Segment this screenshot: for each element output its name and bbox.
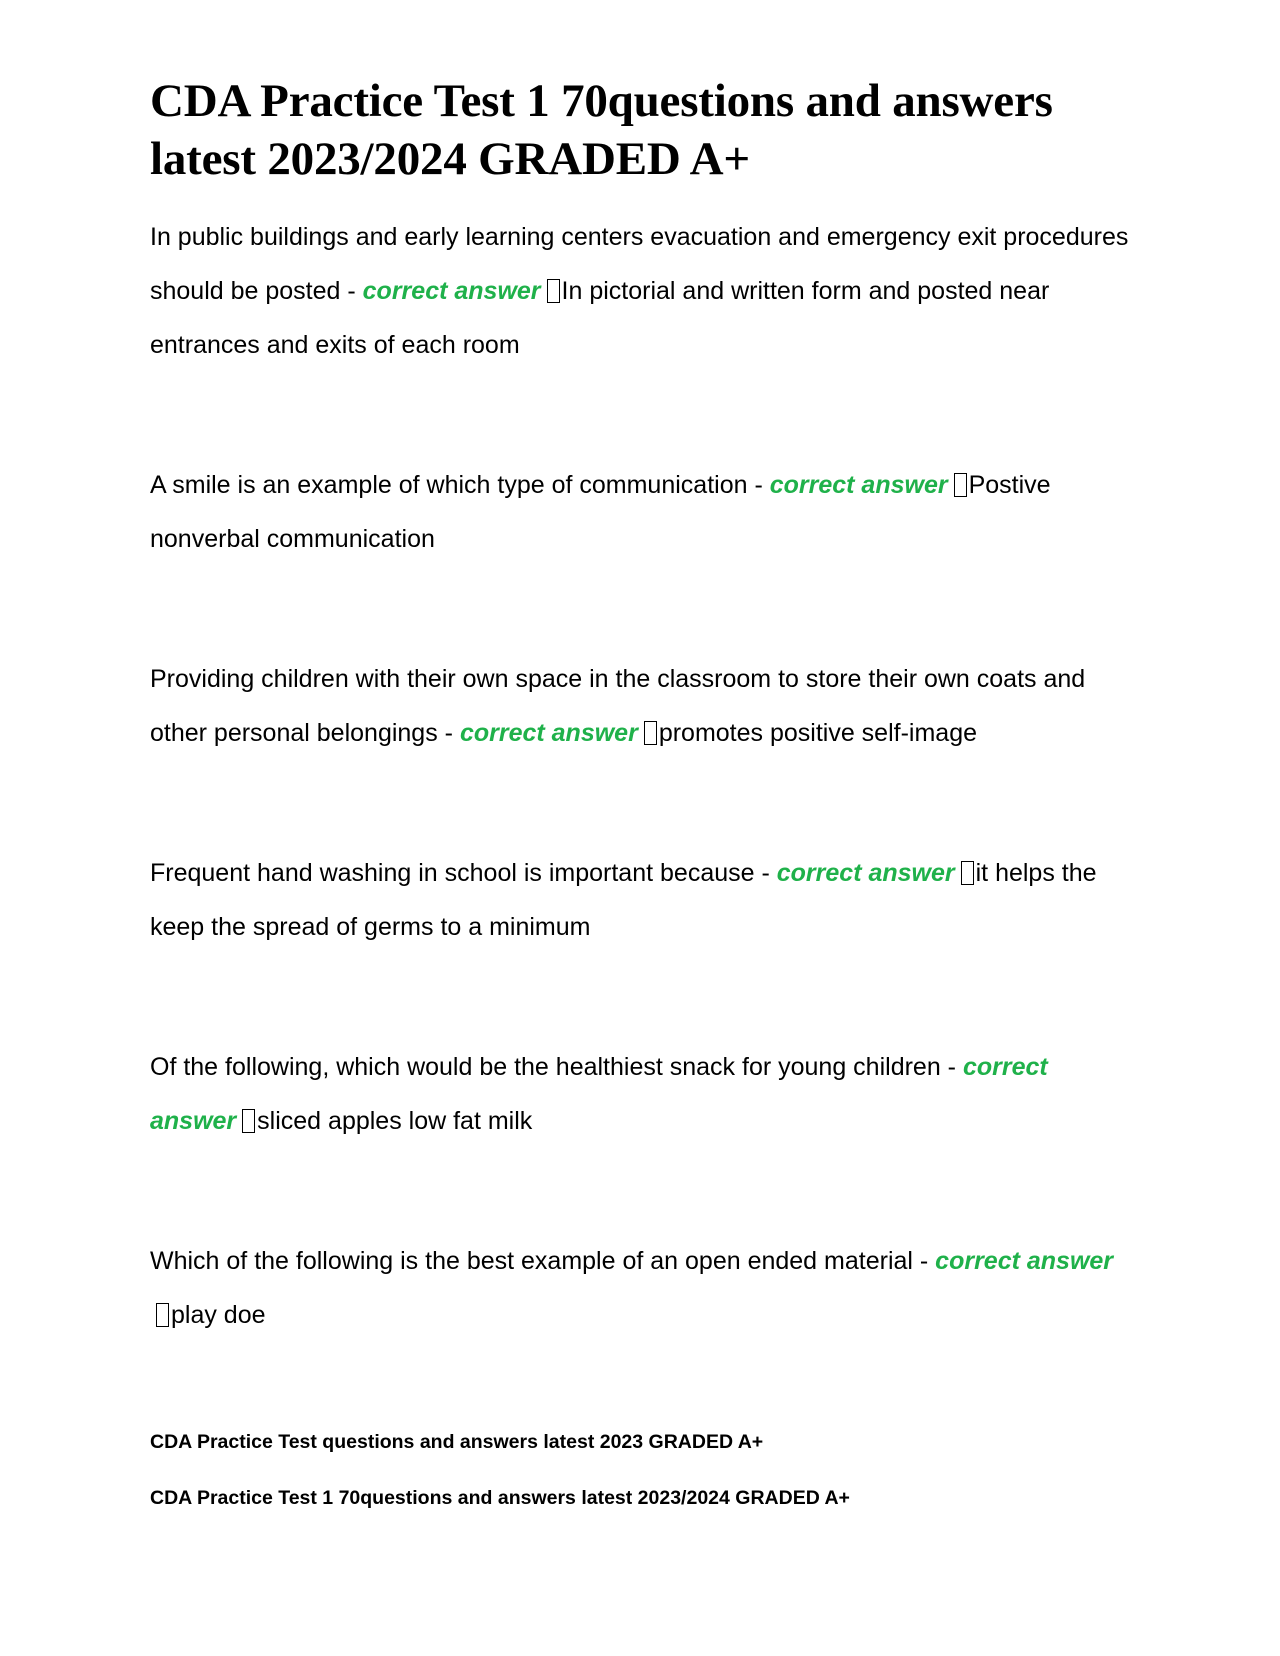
missing-glyph-icon [547, 279, 560, 303]
missing-glyph-icon [961, 861, 974, 885]
missing-glyph-icon [954, 473, 967, 497]
qa-item [150, 1040, 1130, 1148]
answer-text: Postive nonverbal communication [150, 471, 1051, 553]
document-page [150, 72, 1130, 1526]
missing-glyph-icon [242, 1109, 255, 1133]
qa-item [150, 652, 1130, 760]
question-text: A smile is an example of which type of communication - [150, 471, 770, 499]
correct-answer-label: correct answer [459, 719, 638, 747]
related-link[interactable]: CDA Practice Test questions and answers latest 2023 GRADED A+ [150, 1431, 764, 1453]
qa-item [150, 1234, 1130, 1342]
answer-text: sliced apples low fat milk [257, 1107, 533, 1135]
missing-glyph-icon [644, 721, 657, 745]
question-text: In public buildings and early learning centers evacuation and emergency exit procedures should be posted - [150, 223, 1129, 305]
correct-answer-label: correct answer [935, 1247, 1114, 1275]
qa-item [150, 846, 1130, 954]
missing-glyph-icon [156, 1303, 169, 1327]
qa-item [150, 210, 1130, 372]
answer-text: it helps the keep the spread of germs to a minimum [150, 859, 1097, 941]
document-title: CDA Practice Test 1 70questions and answers latest 2023/2024 GRADED A+ [150, 75, 1053, 185]
qa-item [150, 458, 1130, 566]
answer-text: promotes positive self-image [658, 719, 978, 747]
question-text: Frequent hand washing in school is important because - [150, 859, 777, 887]
question-text: Of the following, which would be the healthiest snack for young children - [150, 1053, 963, 1081]
related-link[interactable]: CDA Practice Test 1 70questions and answers latest 2023/2024 GRADED A+ [150, 1487, 850, 1509]
correct-answer-label: correct answer [362, 277, 541, 305]
answer-text: In pictorial and written form and posted near entrances and exits of each room [150, 277, 1050, 359]
related-links [150, 1414, 1130, 1526]
question-text: Which of the following is the best example of an open ended material - [150, 1247, 936, 1275]
correct-answer-label: correct answer [150, 1053, 1048, 1135]
correct-answer-label: correct answer [769, 471, 948, 499]
correct-answer-label: correct answer [776, 859, 955, 887]
question-text: Providing children with their own space in the classroom to store their own coats and other personal belongings - [150, 665, 1086, 747]
answer-text: play doe [171, 1301, 266, 1329]
